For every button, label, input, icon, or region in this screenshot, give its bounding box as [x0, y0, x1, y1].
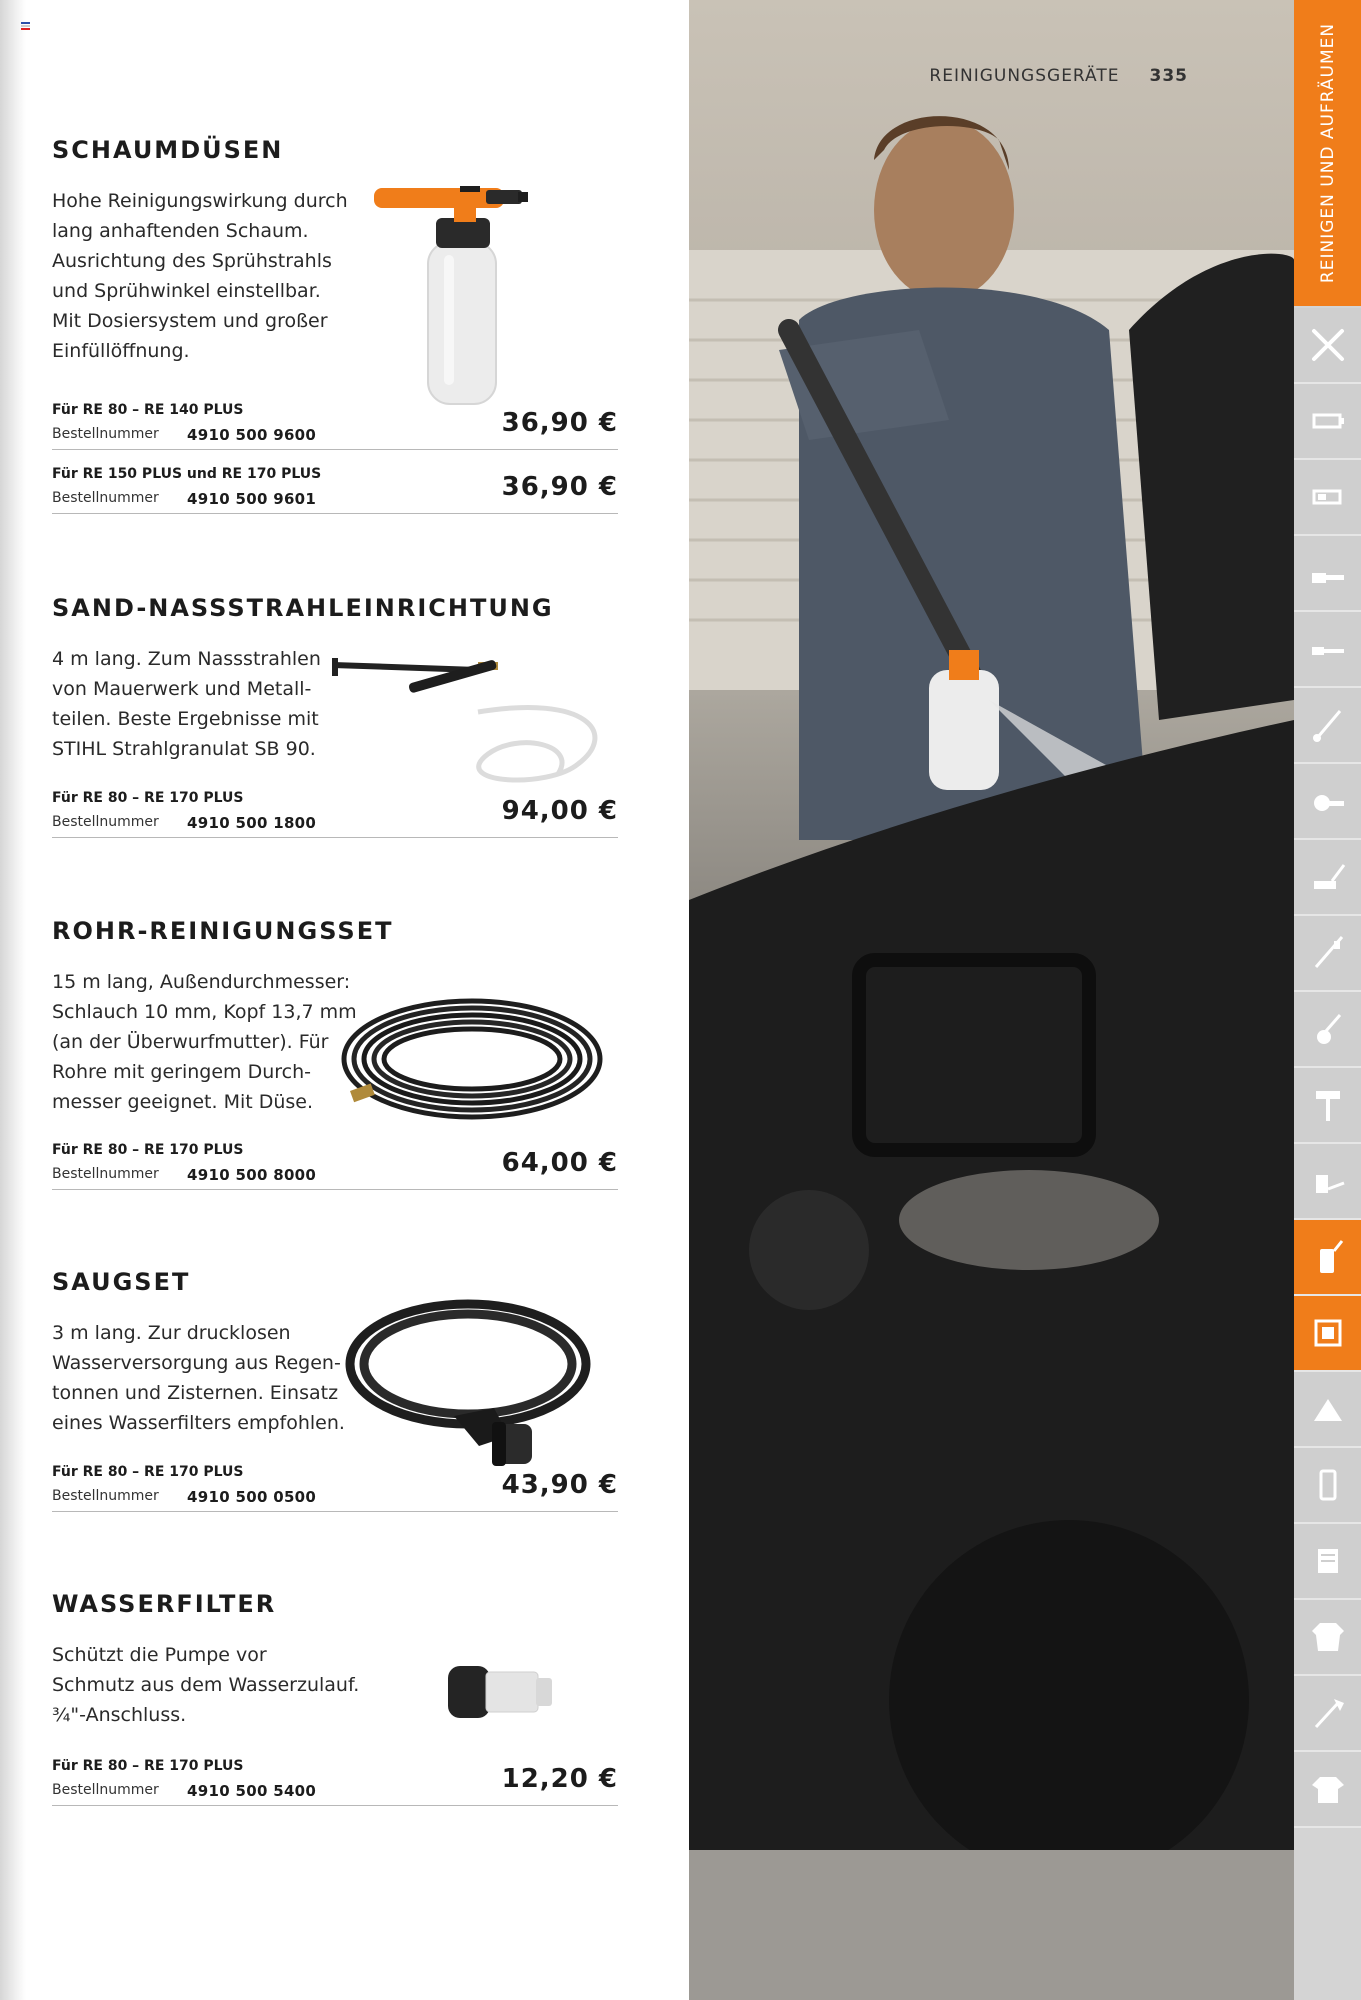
page-header — [929, 66, 1188, 86]
product-sand-nassstrahleinrichtung — [52, 594, 618, 844]
product-wasserfilter — [52, 1590, 618, 1840]
order-row: Für RE 80 – RE 140 PLUS Bestellnummer 4910 500 9600 36,90 € — [52, 402, 618, 450]
product-rohr-reinigungsset — [52, 917, 618, 1197]
product-schaumduesen — [52, 136, 618, 516]
product-photo — [689, 0, 1294, 2000]
price: 36,90 € — [501, 472, 618, 502]
battery-icon[interactable] — [1294, 384, 1361, 460]
product-saugset — [52, 1268, 618, 1518]
category-sidebar — [1294, 0, 1361, 2000]
tiller-icon[interactable] — [1294, 992, 1361, 1068]
tools-icon[interactable] — [1294, 308, 1361, 384]
product-description: Schützt die Pumpe vor Schmutz aus dem Wasserzulauf. ¾"-Anschluss. — [52, 1644, 360, 1726]
suction-hose-image — [344, 1296, 594, 1476]
sprayer-icon[interactable] — [1294, 1144, 1361, 1220]
product-description: 15 m lang, Außendurchmesser: Schlauch 10 mm, Kopf 13,7 mm (an der Überwurfmutter). Für Rohre mit geringem Durch- messer geeignet. Mit Düse. — [52, 971, 357, 1113]
product-description: Hohe Reinigungswirkung durch lang anhaftenden Schaum. Ausrichtung des Sprühstrahls und Sprühwinkel einstellbar. Mit Dosiersystem und großer Einfüllöffnung. — [52, 190, 348, 362]
product-description: 4 m lang. Zum Nassstrahlen von Mauerwerk und Metall- teilen. Beste Ergebnisse mit STIHL Strahlgranulat SB 90. — [52, 648, 321, 760]
order-number: 4910 500 8000 — [187, 1166, 317, 1184]
price: 43,90 € — [501, 1470, 618, 1500]
shredder-icon[interactable] — [1294, 1372, 1361, 1448]
price: 12,20 € — [501, 1764, 618, 1794]
page-number: 335 — [1149, 66, 1188, 86]
order-row: Für RE 80 – RE 170 PLUS Bestellnummer 4910 500 1800 94,00 € — [52, 790, 618, 838]
shirt-icon[interactable] — [1294, 1752, 1361, 1828]
pipe-cleaning-hose-image — [338, 987, 608, 1137]
product-description: 3 m lang. Zur drucklosen Wasserversorgung aus Regen- tonnen und Zisternen. Einsatz eines Wasserfilters empfohlen. — [52, 1322, 345, 1434]
battery-pack-icon[interactable] — [1294, 460, 1361, 536]
section-title: REINIGUNGSGERÄTE — [929, 66, 1120, 86]
order-row: Für RE 150 PLUS und RE 170 PLUS Bestellnummer 4910 500 9601 36,90 € — [52, 466, 618, 514]
product-title: SAUGSET — [52, 1268, 191, 1296]
flag-icon — [21, 22, 30, 29]
pressure-washer-icon[interactable] — [1294, 1220, 1361, 1296]
vacuum-icon[interactable] — [1294, 1296, 1361, 1372]
blower-icon[interactable] — [1294, 764, 1361, 840]
trimmer-icon[interactable] — [1294, 916, 1361, 992]
brushcutter-icon[interactable] — [1294, 688, 1361, 764]
sandblast-lance-image — [328, 654, 618, 794]
product-title: WASSERFILTER — [52, 1590, 277, 1618]
product-list — [52, 0, 618, 2000]
product-title: ROHR-REINIGUNGSSET — [52, 917, 394, 945]
price: 94,00 € — [501, 796, 618, 826]
category-label: REINIGEN UND AUFRÄUMEN — [1317, 22, 1338, 284]
price: 36,90 € — [501, 408, 618, 438]
chainsaw-icon[interactable] — [1294, 536, 1361, 612]
earth-auger-icon[interactable] — [1294, 1068, 1361, 1144]
order-number: 4910 500 1800 — [187, 814, 317, 832]
order-number: 4910 500 9601 — [187, 490, 317, 508]
pressure-washer-scene-image — [689, 0, 1294, 2000]
protective-jacket-icon[interactable] — [1294, 1600, 1361, 1676]
page-edge — [0, 0, 26, 2000]
lawnmower-icon[interactable] — [1294, 840, 1361, 916]
order-number: 4910 500 9600 — [187, 426, 317, 444]
smartphone-icon[interactable] — [1294, 1448, 1361, 1524]
order-number: 4910 500 0500 — [187, 1488, 317, 1506]
foam-nozzle-image — [366, 160, 541, 410]
order-row: Für RE 80 – RE 170 PLUS Bestellnummer 4910 500 8000 64,00 € — [52, 1142, 618, 1190]
order-row: Für RE 80 – RE 170 PLUS Bestellnummer 4910 500 5400 12,20 € — [52, 1758, 618, 1806]
price: 64,00 € — [501, 1148, 618, 1178]
water-filter-image — [446, 1654, 566, 1730]
product-title: SCHAUMDÜSEN — [52, 136, 284, 164]
product-title: SAND-NASSSTRAHLEINRICHTUNG — [52, 594, 554, 622]
hedge-trimmer-icon[interactable] — [1294, 612, 1361, 688]
order-row: Für RE 80 – RE 170 PLUS Bestellnummer 4910 500 0500 43,90 € — [52, 1464, 618, 1512]
category-icon-list — [1294, 308, 1361, 1828]
order-number: 4910 500 5400 — [187, 1782, 317, 1800]
category-tab[interactable] — [1294, 0, 1361, 306]
axe-icon[interactable] — [1294, 1676, 1361, 1752]
manual-icon[interactable] — [1294, 1524, 1361, 1600]
